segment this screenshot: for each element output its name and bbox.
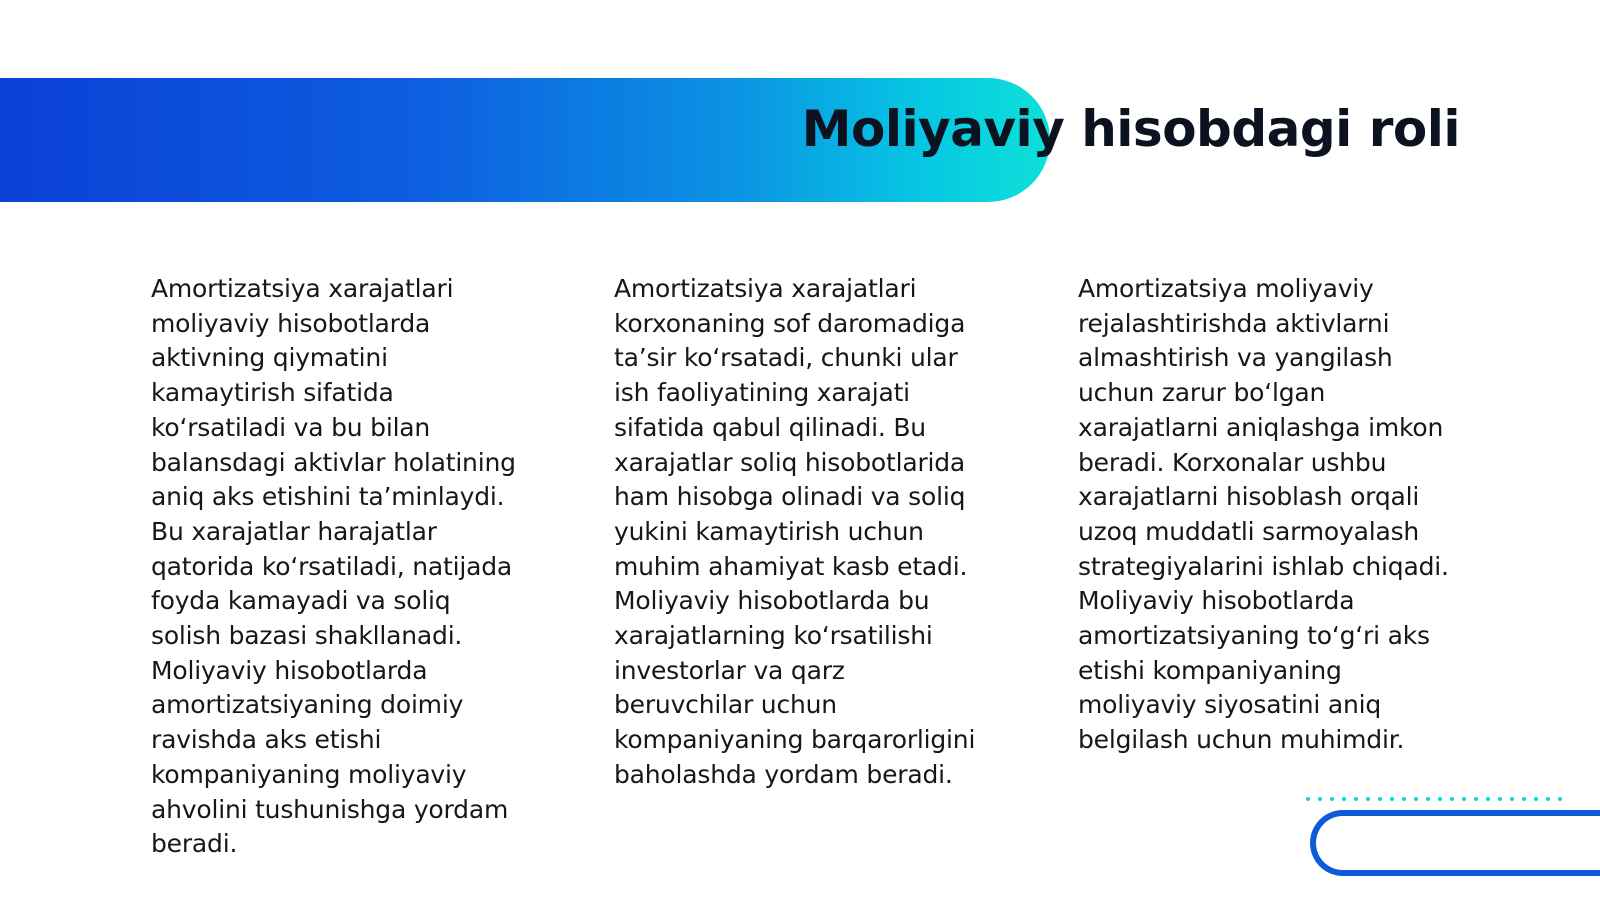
decorative-dot <box>1378 797 1382 801</box>
decorative-dot <box>1522 797 1526 801</box>
decorative-dot <box>1438 797 1442 801</box>
decorative-dot <box>1354 797 1358 801</box>
decorative-dot <box>1510 797 1514 801</box>
decorative-dot <box>1330 797 1334 801</box>
decorative-dot <box>1498 797 1502 801</box>
decorative-dot <box>1426 797 1430 801</box>
decorative-dot <box>1486 797 1490 801</box>
text-column-3: Amortizatsiya moliyaviy rejalashtirishda aktivlarni almashtirish va yangilash uchun zarur bo‘lgan xarajatlarni aniqlashga imkon beradi. Korxonalar ushbu xarajatlarni hisoblash orqali uzoq muddatli sarmoyalash strategiyalarini ishlab chiqadi. Moliyaviy hisobotlarda amortizatsiyaning to‘g‘ri aks etishi kompaniyaning moliyaviy siyosatini aniq belgilash uchun muhimdir. <box>1078 274 1449 755</box>
text-column-2: Amortizatsiya xarajatlari korxonaning sof daromadiga ta’sir ko‘rsatadi, chunki ular ish faoliyatining xarajati sifatida qabul qilinadi. Bu xarajatlar soliq hisobotlarida ham hisobga olinadi va soliq yukini kamaytirish uchun muhim ahamiyat kasb etadi. Moliyaviy hisobotlarda bu xarajatlarning ko‘rsatilishi investorlar va qarz beruvchilar uchun kompaniyaning barqarorligini baholashda yordam beradi. <box>614 274 976 789</box>
decorative-dot <box>1342 797 1346 801</box>
slide-title: Moliyaviy hisobdagi roli <box>801 100 1460 158</box>
decorative-dot <box>1450 797 1454 801</box>
decorative-pill-outline <box>1310 810 1600 876</box>
decorative-dot <box>1558 797 1562 801</box>
decorative-dot <box>1546 797 1550 801</box>
decorative-dot-row <box>1306 797 1562 801</box>
decorative-dot <box>1534 797 1538 801</box>
decorative-dot <box>1474 797 1478 801</box>
decorative-dot <box>1306 797 1310 801</box>
text-column-1: Amortizatsiya xarajatlari moliyaviy hisobotlarda aktivning qiymatini kamaytirish sifatida ko‘rsatiladi va bu bilan balansdagi aktivlar holatining aniq aks etishini ta’minlaydi. Bu xarajatlar harajatlar qatorida ko‘rsatiladi, natijada foyda kamayadi va soliq solish bazasi shakllanadi. Moliyaviy hisobotlarda amortizatsiyaning doimiy ravishda aks etishi kompaniyaning moliyaviy ahvolini tushunishga yordam beradi. <box>151 274 516 859</box>
decorative-dot <box>1366 797 1370 801</box>
decorative-dot <box>1402 797 1406 801</box>
decorative-dot <box>1462 797 1466 801</box>
decorative-dot <box>1390 797 1394 801</box>
decorative-dot <box>1414 797 1418 801</box>
decorative-dot <box>1318 797 1322 801</box>
